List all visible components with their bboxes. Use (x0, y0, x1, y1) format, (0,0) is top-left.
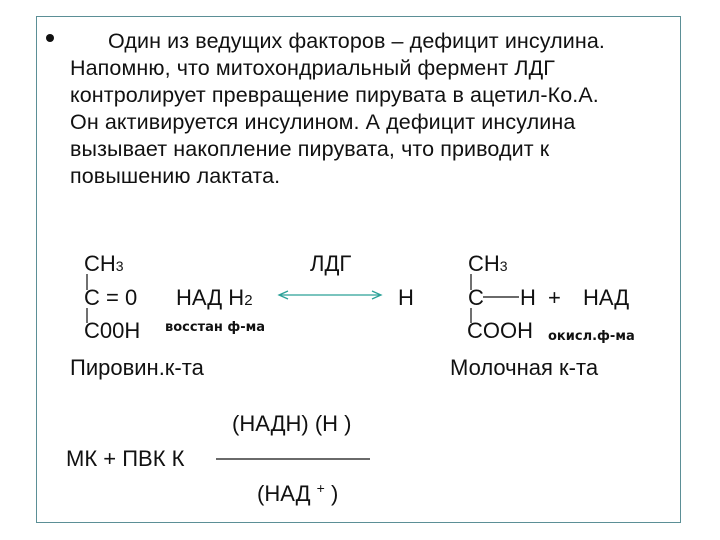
equation-top: (НАДН) (Н ) (232, 411, 352, 436)
ch-subscript: 3 (115, 258, 124, 274)
ch-subscript: 3 (499, 258, 508, 274)
equation-left: МК + ПВК К (66, 446, 185, 471)
reduced-form-label: восстан ф-ма (165, 320, 266, 335)
ch-text: CH (84, 251, 116, 276)
lactate-h: H (520, 285, 536, 310)
lactate-c: C (468, 285, 484, 310)
paragraph-line: повышению лактата. (70, 164, 281, 188)
pyruvate-c-line: C = 0 (84, 285, 138, 310)
plus-superscript: + (316, 480, 325, 496)
equation-bottom-text: (НАД (257, 481, 311, 506)
h-label: Н (398, 285, 414, 310)
reversible-arrow-icon (279, 291, 381, 299)
oxidized-form-label: окисл.ф-ма (548, 329, 635, 344)
lactate-name: Молочная к-та (450, 355, 599, 380)
paragraph-line: Напомню, что митохондриальный фермент ЛДГ (70, 56, 555, 80)
lactate-cooh: COOH (467, 318, 533, 343)
plus-sign: + (548, 285, 561, 310)
nad-h-subscript: 2 (244, 292, 253, 309)
paragraph-line: Он активируется инсулином. А дефицит инсулина (70, 110, 576, 134)
paragraph-line: вызывает накопление пирувата, что приводит к (70, 137, 550, 161)
paragraph-line: контролирует превращение пирувата в ацетил-Ко.А. (70, 83, 599, 107)
nad-h-text: НАД Н (176, 285, 245, 310)
enzyme-label: ЛДГ (310, 251, 352, 276)
pyruvate-name: Пировин.к-та (70, 355, 204, 380)
nad-label: НАД (583, 285, 630, 310)
equation-bottom-close: ) (324, 481, 339, 506)
paragraph-line: Один из ведущих факторов – дефицит инсулина. (108, 29, 605, 53)
pyruvate-cooh: C00H (84, 318, 141, 343)
ch-text: CH (468, 251, 500, 276)
